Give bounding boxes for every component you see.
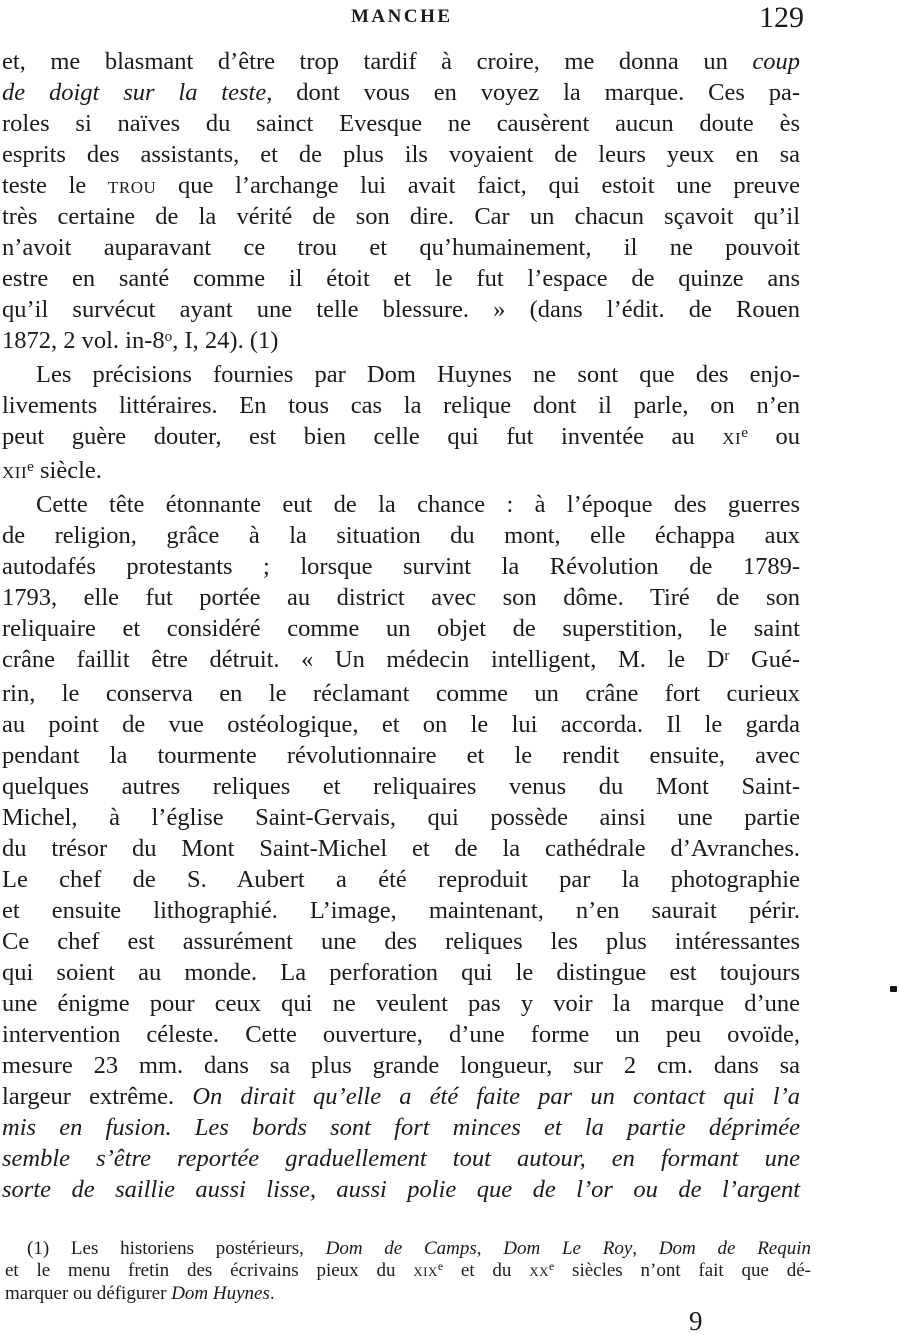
text-line: intervention céleste. Cette ouverture, d’une forme un peu ovoïde, <box>2 1021 800 1048</box>
text-line: mesure 23 mm. dans sa plus grande longueur, sur 2 cm. dans sa <box>2 1052 800 1079</box>
text-line: 1793, elle fut portée au district avec son dôme. Tiré de son <box>2 584 800 611</box>
text-line: largeur extrême. On dirait qu’elle a été faite par un contact qui l’a <box>2 1083 800 1110</box>
text-line: reliquaire et considéré comme un objet de superstition, le saint <box>2 615 800 642</box>
text-line: très certaine de la vérité de son dire. Car un chacun sçavoit qu’il <box>2 203 800 230</box>
text-line: n’avoit auparavant ce trou et qu’humainement, il ne pouvoit <box>2 234 800 261</box>
footnote <box>5 1238 811 1305</box>
text-line: autodafés protestants ; lorsque survint la Révolution de 1789- <box>2 553 800 580</box>
text-line: crâne faillit être détruit. « Un médecin intelligent, M. le $D^r$ Gué- <box>2 646 800 673</box>
text-line: Ce chef est assurément une des reliques les plus intéressantes <box>2 928 800 955</box>
text-line: Le chef de S. Aubert a été reproduit par la photographie <box>2 866 800 893</box>
text-line: pendant la tourmente révolutionnaire et le rendit ensuite, avec <box>2 742 800 769</box>
text-line: estre en santé comme il étoit et le fut l’espace de quinze ans <box>2 265 800 292</box>
text-line: qu’il survécut ayant une telle blessure. » (dans l’édit. de Rouen <box>2 296 800 323</box>
page-number: 129 <box>759 1 804 34</box>
text-line: livements littéraires. En tous cas la relique dont il parle, on n’en <box>2 392 800 419</box>
text-line: Michel, à l’église Saint-Gervais, qui possède ainsi une partie <box>2 804 800 831</box>
running-title: MANCHE <box>351 6 453 27</box>
text-line: mis en fusion. Les bords sont fort minces et la partie déprimée <box>2 1114 800 1141</box>
text-line: et ensuite lithographié. L’image, maintenant, n’en saurait périr. <box>2 897 800 924</box>
text-line: Cette tête étonnante eut de la chance : à l’époque des guerres <box>36 491 800 518</box>
text-line: et le menu fretin des écrivains pieux du xix$^e$ et du $xx^e$ siècles n’ont fait que dé- <box>5 1259 811 1281</box>
text-line: de religion, grâce à la situation du mont, elle échappa aux <box>2 522 800 549</box>
text-line: Les précisions fournies par Dom Huynes ne sont que des enjo- <box>36 361 800 388</box>
text-line: roles si naïves du sainct Evesque ne causèrent aucun doute ès <box>2 110 800 137</box>
text-line: (1) Les historiens postérieurs, Dom de Camps, Dom Le Roy, Dom de Requin <box>27 1238 812 1259</box>
text-line: du trésor du Mont Saint-Michel et de la cathédrale d’Avranches. <box>2 835 800 862</box>
text-line: au point de vue ostéologique, et on le lui accorda. Il le garda <box>2 711 800 738</box>
text-line: qui soient au monde. La perforation qui le distingue est toujours <box>2 959 800 986</box>
text-line: semble s’être reportée graduellement tout autour, en formant une <box>2 1145 800 1172</box>
body-text <box>2 46 800 1205</box>
text-line: de doigt sur la teste, dont vous en voyez la marque. Ces pa- <box>2 79 800 106</box>
text-line: teste le trou que l’archange lui avait faict, qui estoit une preuve <box>2 172 800 199</box>
text-line: et, me blasmant d’être trop tardif à croire, me donna un coup <box>2 48 800 75</box>
text-line: 1872, 2 vol. in-8$^o$, I, 24). (1) <box>2 327 279 354</box>
text-line: sorte de saillie aussi lisse, aussi polie que de l’or ou de l’argent <box>2 1176 800 1203</box>
text-line: peut guère douter, est bien celle qui fut inventée au $xi^e$ ou <box>2 423 801 450</box>
text-line: xii$^e$ siècle. <box>2 457 102 484</box>
signature-mark: 9 <box>689 1306 703 1335</box>
text-line: marquer ou défigurer Dom Huynes. <box>5 1283 275 1304</box>
ink-speck <box>890 986 897 992</box>
text-line: esprits des assistants, et de plus ils voyaient de leurs yeux en sa <box>2 141 800 168</box>
text-line: rin, le conserva en le réclamant comme un crâne fort curieux <box>2 680 800 707</box>
text-line: quelques autres reliques et reliquaires venus du Mont Saint- <box>2 773 800 800</box>
text-line: une énigme pour ceux qui ne veulent pas y voir la marque d’une <box>2 990 800 1017</box>
